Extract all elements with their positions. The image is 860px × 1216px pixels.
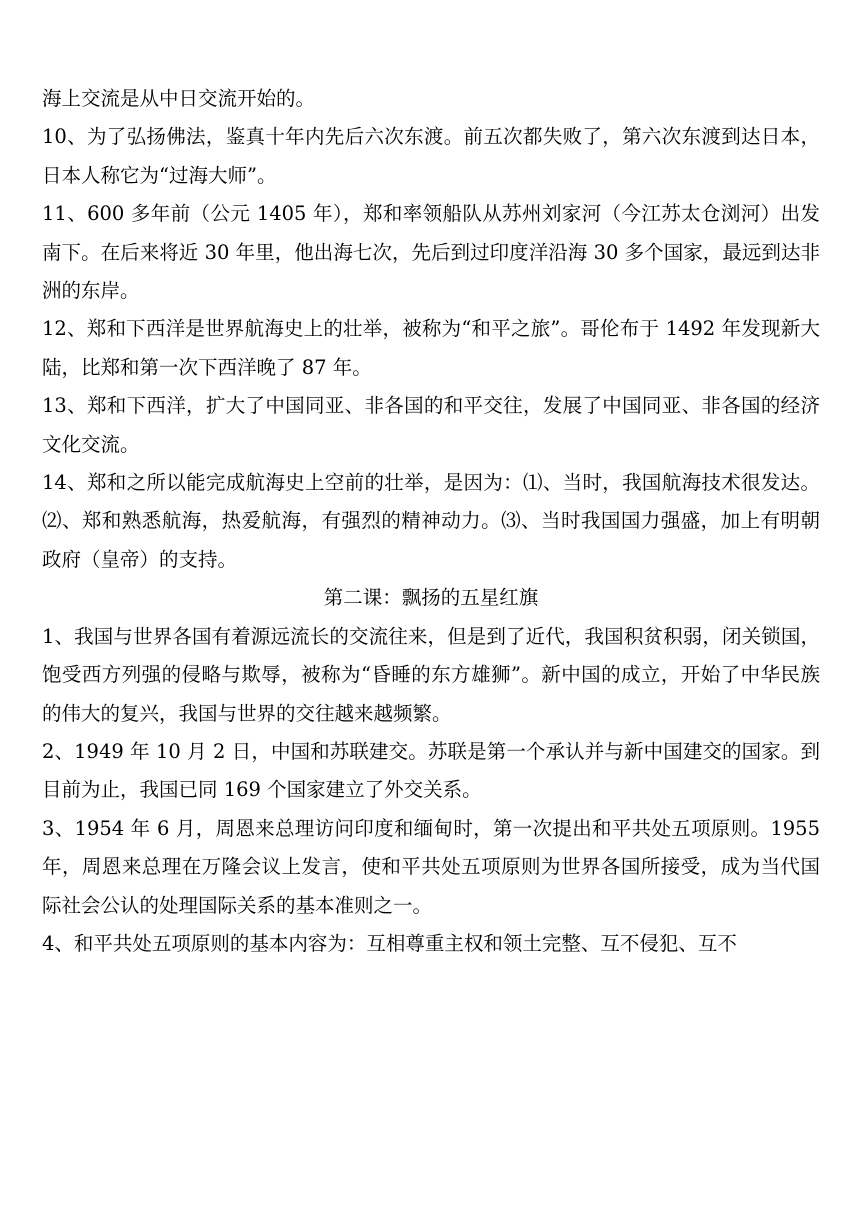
document-page (42, 80, 820, 963)
paragraph-item-12: 12、郑和下西洋是世界航海史上的壮举，被称为“和平之旅”。哥伦布于 1492 年发现新大陆，比郑和第一次下西洋晚了 87 年。 (42, 317, 820, 379)
paragraph-item-10: 10、为了弘扬佛法，鉴真十年内先后六次东渡。前五次都失败了，第六次东渡到达日本，日本人称它为“过海大师”。 (42, 125, 820, 187)
paragraph-item-13: 13、郑和下西洋，扩大了中国同亚、非各国的和平交往，发展了中国同亚、非各国的经济文化交流。 (42, 394, 820, 456)
paragraph-item-14: 14、郑和之所以能完成航海史上空前的壮举，是因为：⑴、当时，我国航海技术很发达。⑵、郑和熟悉航海，热爱航海，有强烈的精神动力。⑶、当时我国国力强盛，加上有明朝政府（皇帝）的支持。 (42, 471, 820, 571)
paragraph-item-4: 4、和平共处五项原则的基本内容为：互相尊重主权和领土完整、互不侵犯、互不 (42, 931, 737, 955)
paragraph-item-3: 3、1954 年 6 月，周恩来总理访问印度和缅甸时，第一次提出和平共处五项原则。1955 年，周恩来总理在万隆会议上发言，使和平共处五项原则为世界各国所接受，成为当代国际社会公认的处理国际关系的基本准则之一。 (42, 816, 820, 917)
section-heading: 第二课：飘扬的五星红旗 (323, 586, 539, 610)
paragraph-continuation: 海上交流是从中日交流开始的。 (42, 87, 316, 110)
paragraph-item-1: 1、我国与世界各国有着源远流长的交流往来，但是到了近代，我国积贫积弱，闭关锁国，饱受西方列强的侵略与欺辱，被称为“昏睡的东方雄狮”。新中国的成立，开始了中华民族的伟大的复兴，我国与世界的交往越来越频繁。 (42, 624, 820, 725)
paragraph-item-11: 11、600 多年前（公元 1405 年），郑和率领船队从苏州刘家河（今江苏太仓浏河）出发南下。在后来将近 30 年里，他出海七次，先后到过印度洋沿海 30 多个国家，最远到达非洲的东岸。 (42, 202, 820, 303)
paragraph-item-2: 2、1949 年 10 月 2 日，中国和苏联建交。苏联是第一个承认并与新中国建交的国家。到目前为止，我国已同 169 个国家建立了外交关系。 (42, 739, 820, 802)
